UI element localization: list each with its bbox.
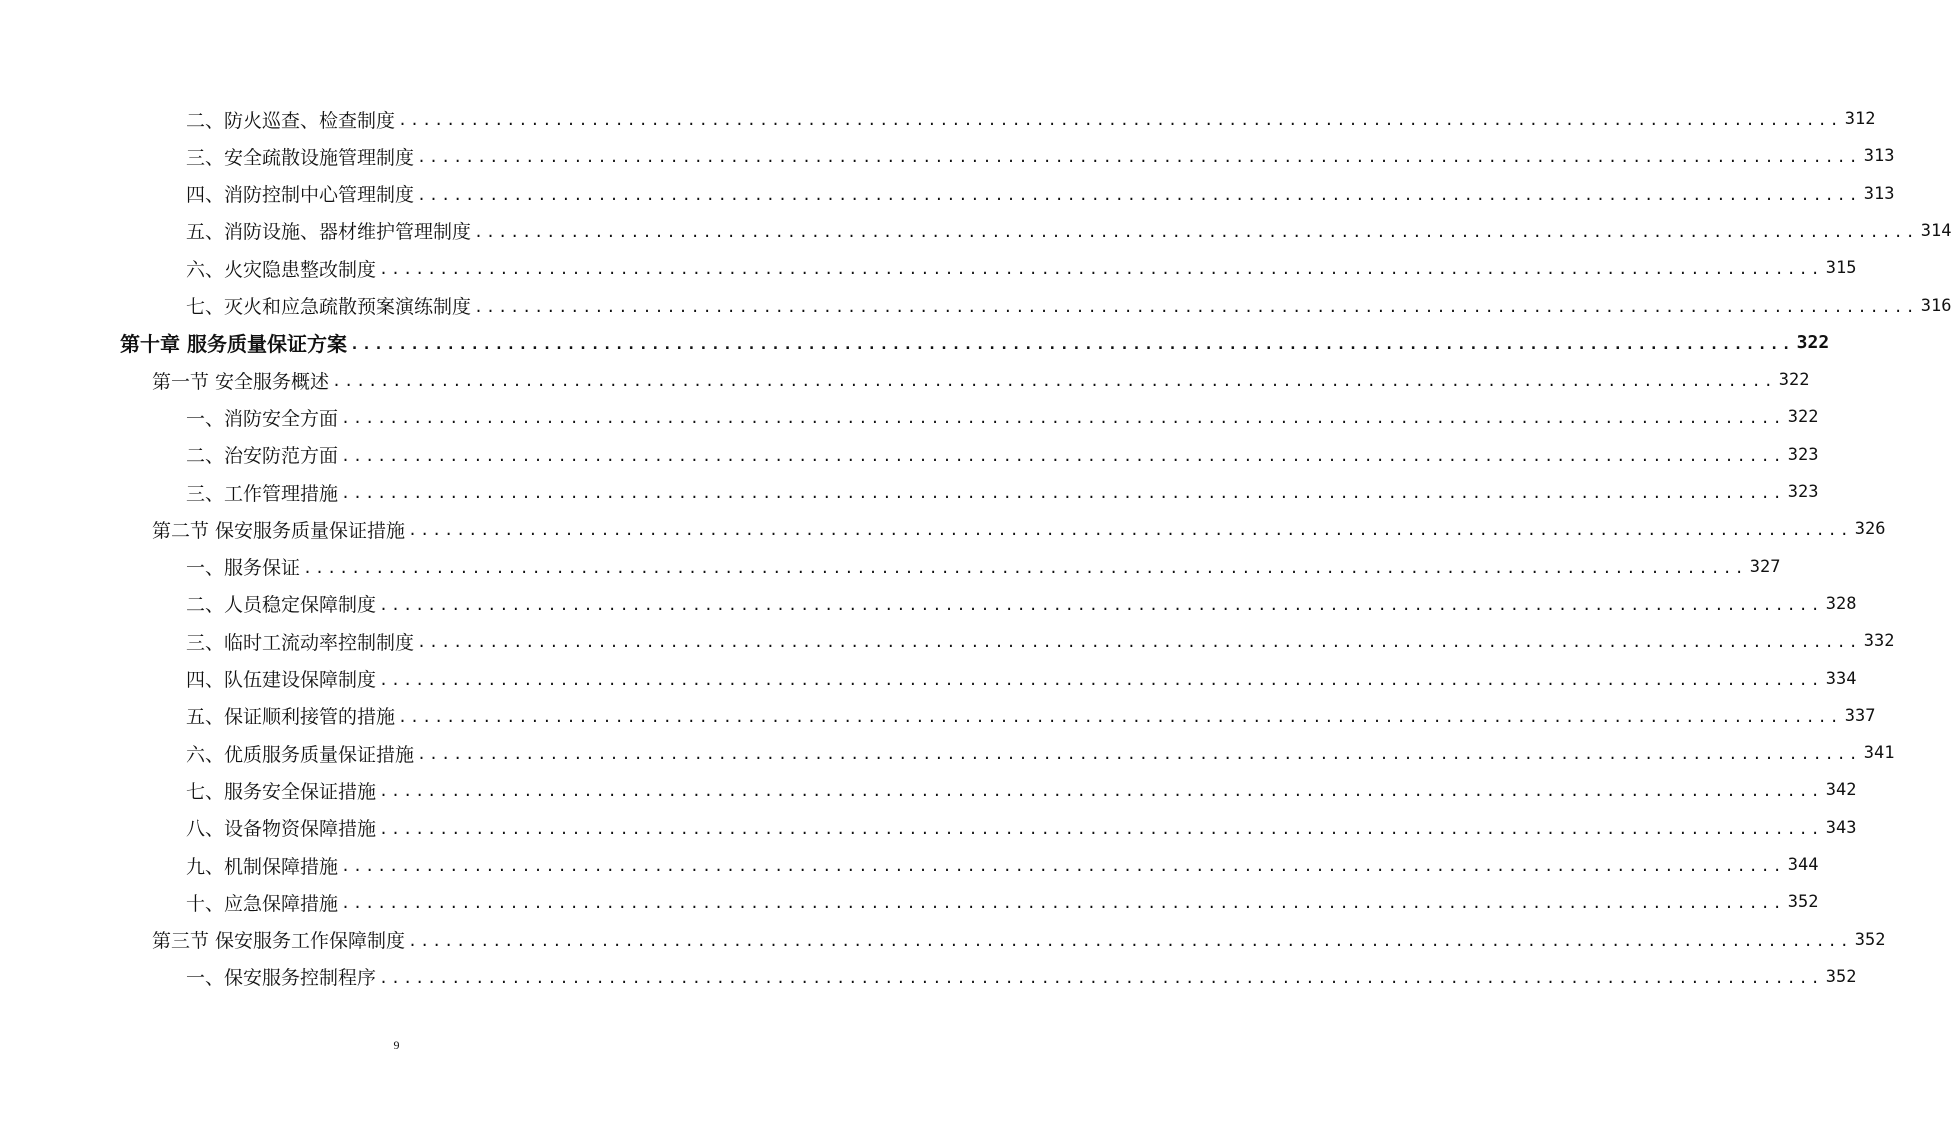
toc-entry-item[interactable] bbox=[186, 887, 1819, 917]
toc-entry-item[interactable] bbox=[186, 589, 1857, 619]
toc-entry-title: 四、队伍建设保障制度 bbox=[186, 669, 377, 691]
toc-entry-title: 第一节 安全服务概述 bbox=[152, 370, 330, 393]
toc-entry-title: 三、临时工流动率控制制度 bbox=[186, 631, 415, 654]
toc-entry-page: 322 bbox=[1796, 332, 1830, 354]
toc-entry-page: 327 bbox=[1749, 556, 1781, 577]
toc-entry-page: 322 bbox=[1778, 370, 1810, 391]
toc-entry-page: 326 bbox=[1854, 519, 1886, 540]
toc-entry-page: 312 bbox=[1844, 109, 1876, 129]
dot-leader: ........................................................................................................................ bbox=[408, 521, 1852, 540]
toc-entry-title: 二、防火巡查、检查制度 bbox=[186, 109, 396, 132]
toc-entry-page: 342 bbox=[1825, 780, 1857, 801]
toc-entry-title: 九、机制保障措施 bbox=[186, 855, 339, 878]
toc-entry-item[interactable] bbox=[186, 701, 1876, 731]
toc-entry-page: 313 bbox=[1863, 146, 1895, 167]
dot-leader: ........................................................................................................................ bbox=[341, 857, 1785, 875]
dot-leader: ........................................................................................................................ bbox=[379, 260, 1823, 279]
toc-entry-item[interactable] bbox=[186, 664, 1857, 694]
toc-entry-page: 334 bbox=[1825, 668, 1857, 689]
toc-entry-title: 五、消防设施、器材维护管理制度 bbox=[186, 221, 472, 244]
toc-entry-item[interactable] bbox=[186, 626, 1895, 656]
toc-entry-item[interactable] bbox=[186, 179, 1895, 209]
toc-entry-page: 343 bbox=[1825, 817, 1857, 838]
dot-leader: ........................................................................................................................ bbox=[349, 334, 1794, 353]
toc-entry-page: 322 bbox=[1787, 407, 1819, 428]
toc-entry-title: 三、安全疏散设施管理制度 bbox=[186, 146, 415, 169]
toc-entry-page: 313 bbox=[1863, 183, 1895, 204]
dot-leader: ........................................................................................................................ bbox=[417, 633, 1861, 652]
dot-leader: ........................................................................................................................ bbox=[379, 782, 1823, 801]
toc-entry-title: 六、优质服务质量保证措施 bbox=[186, 743, 415, 766]
dot-leader: ........................................................................................................................ bbox=[341, 484, 1785, 502]
toc-entry-page: 352 bbox=[1854, 929, 1886, 950]
toc-entry-title: 三、工作管理措施 bbox=[186, 482, 339, 505]
toc-entry-item[interactable] bbox=[186, 291, 1951, 321]
toc-entry-item[interactable] bbox=[186, 141, 1895, 171]
dot-leader: ........................................................................................................................ bbox=[332, 372, 1776, 391]
toc-entry-title: 一、保安服务控制程序 bbox=[186, 967, 377, 990]
dot-leader: ........................................................................................................................ bbox=[341, 409, 1785, 428]
toc-entry-item[interactable] bbox=[186, 253, 1857, 283]
toc-entry-section[interactable] bbox=[152, 925, 1886, 955]
toc-entry-title: 四、消防控制中心管理制度 bbox=[186, 184, 415, 207]
toc-entry-item[interactable] bbox=[186, 477, 1819, 507]
toc-entry-item[interactable] bbox=[186, 813, 1857, 843]
dot-leader: ........................................................................................................................ bbox=[379, 670, 1823, 689]
dot-leader: ........................................................................................................................ bbox=[474, 297, 1918, 316]
toc-entry-section[interactable] bbox=[152, 365, 1810, 395]
toc-entry-page: 316 bbox=[1920, 295, 1951, 316]
dot-leader: ........................................................................................................................ bbox=[408, 931, 1852, 950]
toc-entry-chapter[interactable] bbox=[120, 328, 1830, 358]
toc-entry-item[interactable] bbox=[186, 962, 1857, 992]
toc-entry-item[interactable] bbox=[186, 775, 1857, 805]
toc-entry-title: 一、服务保证 bbox=[186, 557, 301, 580]
dot-leader: ........................................................................................................................ bbox=[341, 446, 1785, 465]
toc-entry-page: 332 bbox=[1863, 631, 1895, 652]
toc-entry-title: 二、治安防范方面 bbox=[186, 445, 339, 468]
dot-leader: ........................................................................................................................ bbox=[474, 222, 1918, 241]
toc-entry-item[interactable] bbox=[186, 552, 1781, 582]
dot-leader: ........................................................................................................................ bbox=[417, 148, 1861, 167]
toc-entry-page: 352 bbox=[1825, 966, 1857, 987]
toc-entry-page: 341 bbox=[1863, 743, 1895, 764]
toc-entry-title: 十、应急保障措施 bbox=[186, 892, 339, 915]
dot-leader: ........................................................................................................................ bbox=[417, 185, 1861, 204]
toc-entry-page: 323 bbox=[1787, 482, 1819, 502]
toc-entry-page: 337 bbox=[1844, 705, 1876, 726]
dot-leader: ........................................................................................................................ bbox=[379, 968, 1823, 987]
dot-leader: ........................................................................................................................ bbox=[417, 745, 1861, 764]
toc-entry-section[interactable] bbox=[152, 514, 1886, 544]
toc-entry-title: 第二节 保安服务质量保证措施 bbox=[152, 519, 406, 542]
dot-leader: ........................................................................................................................ bbox=[303, 558, 1747, 577]
dot-leader: ........................................................................................................................ bbox=[398, 707, 1842, 726]
toc-entry-page: 344 bbox=[1787, 855, 1819, 875]
toc-entry-title: 第十章 服务质量保证方案 bbox=[120, 332, 347, 357]
toc-entry-page: 328 bbox=[1825, 593, 1857, 614]
toc-entry-item[interactable] bbox=[186, 104, 1876, 134]
toc-entry-page: 315 bbox=[1825, 258, 1857, 279]
dot-leader: ........................................................................................................................ bbox=[341, 894, 1785, 913]
toc-entry-page: 314 bbox=[1920, 220, 1951, 241]
page-number: 9 bbox=[393, 1038, 400, 1052]
dot-leader: ........................................................................................................................ bbox=[379, 819, 1823, 838]
toc-entry-page: 323 bbox=[1787, 444, 1819, 465]
toc-entry-title: 一、消防安全方面 bbox=[186, 407, 339, 430]
toc-entry-title: 第三节 保安服务工作保障制度 bbox=[152, 930, 406, 953]
toc-entry-title: 二、人员稳定保障制度 bbox=[186, 594, 377, 617]
toc-entry-title: 六、火灾隐患整改制度 bbox=[186, 258, 377, 281]
toc-entry-item[interactable] bbox=[186, 850, 1819, 880]
dot-leader: ........................................................................................................................ bbox=[379, 595, 1823, 614]
toc-entry-title: 五、保证顺利接管的措施 bbox=[186, 706, 396, 729]
toc-entry-title: 八、设备物资保障措施 bbox=[186, 818, 377, 841]
toc-entry-item[interactable] bbox=[186, 738, 1895, 768]
toc-entry-item[interactable] bbox=[186, 440, 1819, 470]
toc-entry-title: 七、服务安全保证措施 bbox=[186, 780, 377, 803]
toc-entry-page: 352 bbox=[1787, 892, 1819, 913]
toc-entry-item[interactable] bbox=[186, 402, 1819, 432]
toc-entry-title: 七、灭火和应急疏散预案演练制度 bbox=[186, 296, 472, 318]
dot-leader: ........................................................................................................................ bbox=[398, 111, 1842, 129]
toc-entry-item[interactable] bbox=[186, 216, 1951, 246]
